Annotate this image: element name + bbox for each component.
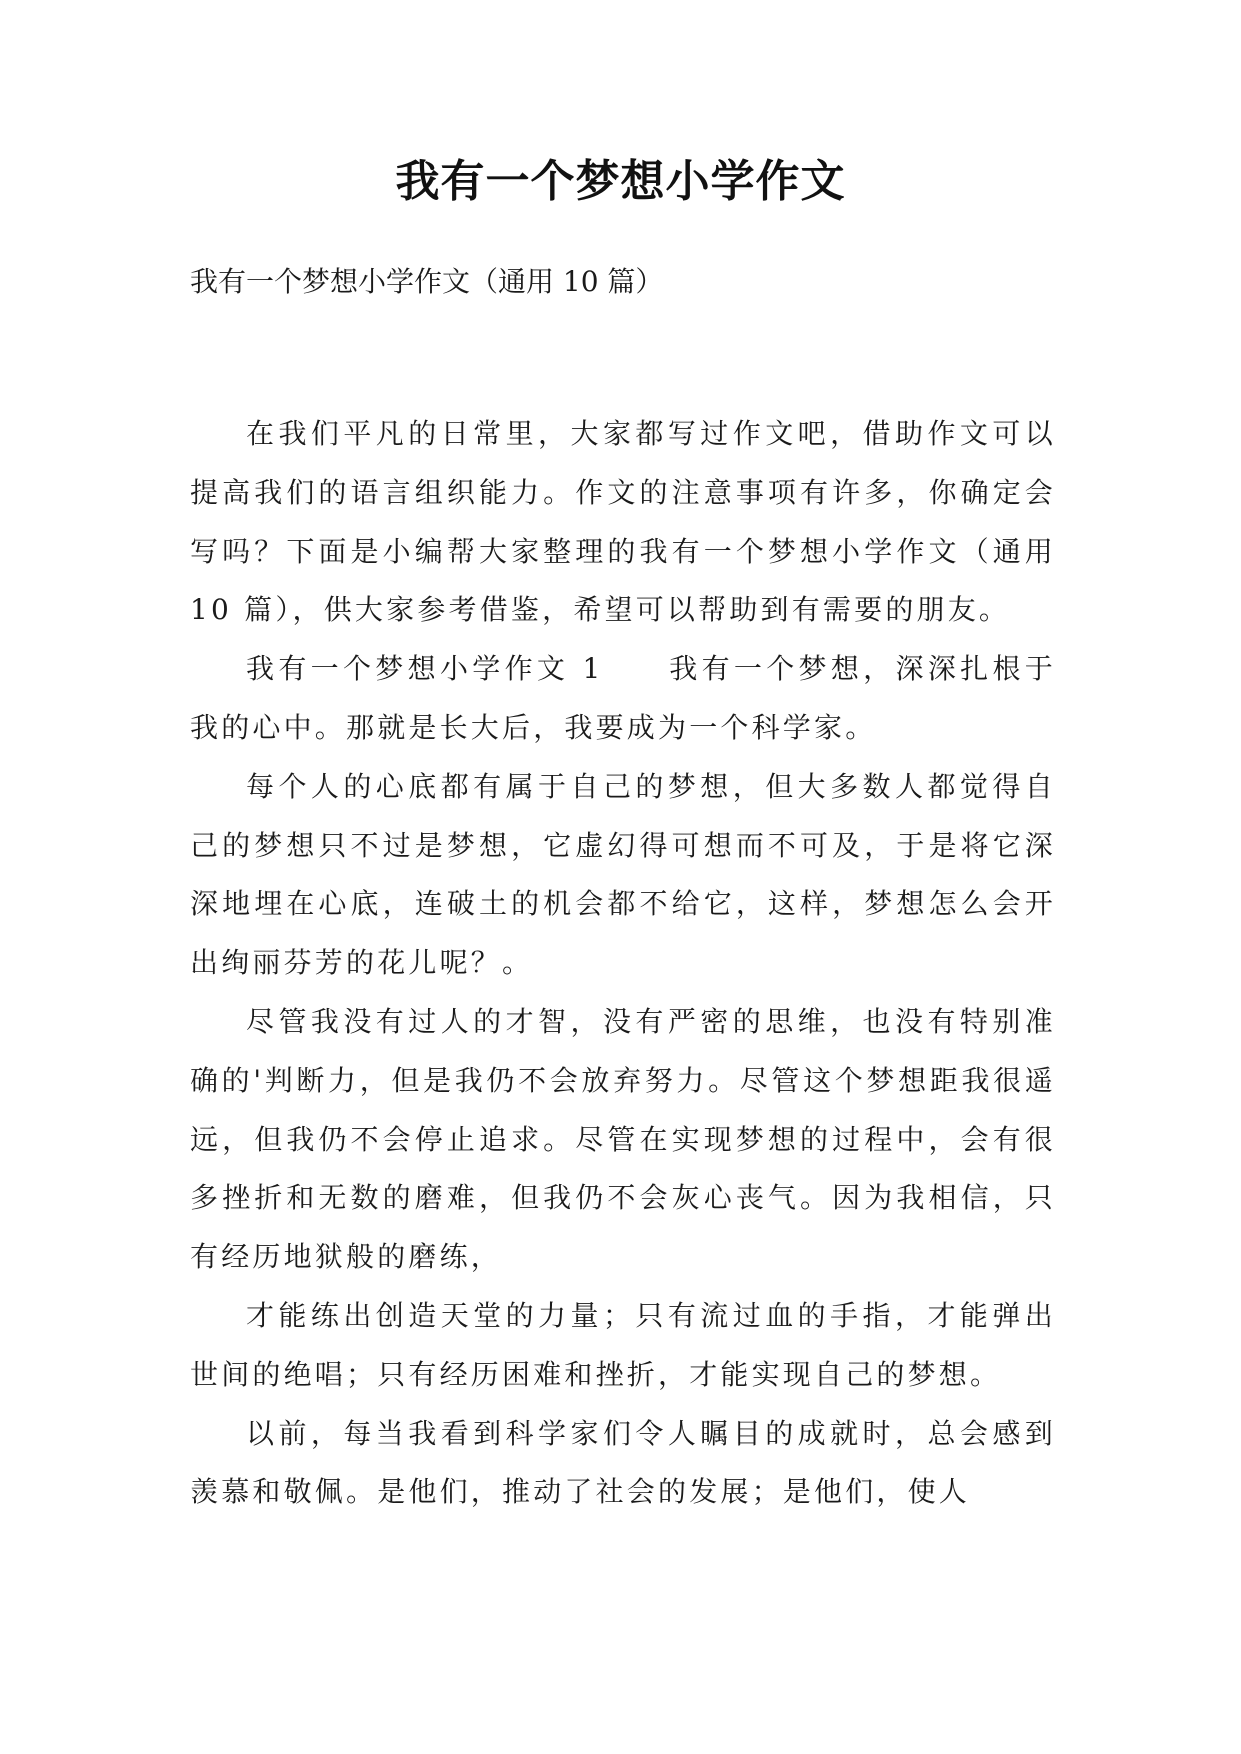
document-body: [190, 405, 1056, 1522]
paragraph-perseverance: 尽管我没有过人的才智，没有严密的思维，也没有特别准确的'判断力，但是我仍不会放弃努力。尽管这个梦想距我很遥远，但我仍不会停止追求。尽管在实现梦想的过程中，会有很多挫折和无数的磨难，但我仍不会灰心丧气。因为我相信，只有经历地狱般的磨练，: [190, 1004, 1056, 1274]
document-subtitle: 我有一个梦想小学作文（通用 10 篇）: [190, 265, 664, 298]
paragraph-essay-1-heading: 我有一个梦想小学作文 1 我有一个梦想，深深扎根于我的心中。那就是长大后，我要成为一个科学家。: [190, 652, 1056, 744]
paragraph-dreams: 每个人的心底都有属于自己的梦想，但大多数人都觉得自己的梦想只不过是梦想，它虚幻得可想而不可及，于是将它深深地埋在心底，连破土的机会都不给它，这样，梦想怎么会开出绚丽芬芳的花儿呢？。: [190, 769, 1056, 980]
paragraph-strength: 才能练出创造天堂的力量；只有流过血的手指，才能弹出世间的绝唱；只有经历困难和挫折，才能实现自己的梦想。: [190, 1298, 1056, 1391]
document-title: 我有一个梦想小学作文: [395, 156, 846, 207]
paragraph-scientists: 以前，每当我看到科学家们令人瞩目的成就时，总会感到羡慕和敬佩。是他们，推动了社会的发展；是他们，使人: [190, 1416, 1056, 1509]
paragraph-intro: 在我们平凡的日常里，大家都写过作文吧，借助作文可以提高我们的语言组织能力。作文的注意事项有许多，你确定会写吗？下面是小编帮大家整理的我有一个梦想小学作文（通用 10 篇），供大家参考借鉴，希望可以帮助到有需要的朋友。: [190, 417, 1056, 627]
